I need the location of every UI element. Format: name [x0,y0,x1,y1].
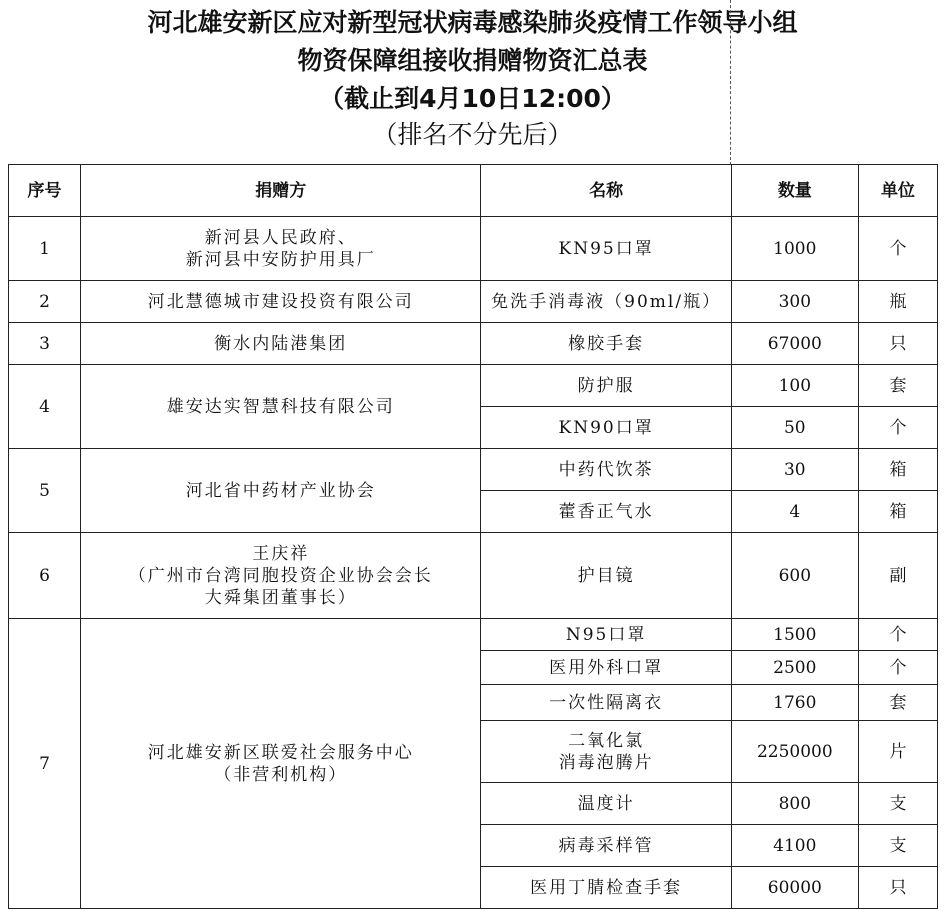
col-header-donor: 捐赠方 [81,165,481,217]
row-number-line: 4 [39,396,50,417]
table-header-row [9,165,938,217]
item-name-cell [481,619,731,651]
title-line-1: 河北雄安新区应对新型冠状病毒感染肺炎疫情工作领导小组 [147,8,798,37]
quantity-cell-line: 1000 [773,238,817,259]
donor-cell-line: 王庆祥 [252,543,310,564]
donor-cell-line: 雄安达实智慧科技有限公司 [166,396,395,417]
title-line-2: 物资保障组接收捐赠物资汇总表 [297,46,648,75]
row-number [9,281,81,323]
quantity-cell-line: 2250000 [756,741,833,762]
quantity-cell-line: 1500 [773,624,817,645]
unit-cell [858,281,937,323]
donor-cell-line: 新河县人民政府、 [204,227,357,248]
donor-cell-line: 大舜集团董事长） [204,587,357,608]
row-number [9,323,81,365]
page-divider-line [730,0,731,165]
unit-cell [858,407,937,449]
item-name-cell [481,533,731,619]
title-line-4: （排名不分先后） [372,120,573,149]
quantity-cell-line: 600 [778,565,812,586]
item-name-cell-line: N95口罩 [565,624,647,645]
donor-cell [81,217,481,281]
quantity-cell-line: 60000 [767,877,822,898]
item-name-cell-line: 护目镜 [577,565,635,586]
unit-cell [858,721,937,783]
table-body [9,217,938,909]
unit-cell-line: 瓶 [889,291,907,312]
unit-cell-line: 只 [889,333,907,354]
unit-cell-line: 个 [889,657,907,678]
row-number-line: 5 [39,480,50,501]
donor-cell [81,533,481,619]
quantity-cell [731,365,858,407]
table-row [9,533,938,619]
unit-cell-line: 套 [889,375,907,396]
item-name-cell [481,783,731,825]
unit-cell [858,217,937,281]
donor-cell [81,365,481,449]
row-number-line: 2 [39,291,50,312]
row-number [9,619,81,909]
item-name-cell-line: 一次性隔离衣 [549,692,664,713]
quantity-cell-line: 1760 [773,692,817,713]
item-name-cell [481,651,731,685]
unit-cell [858,449,937,491]
item-name-cell-line: 橡胶手套 [568,333,645,354]
row-number-line: 1 [39,238,50,259]
donor-cell [81,619,481,909]
quantity-cell [731,825,858,867]
quantity-cell-line: 67000 [767,333,822,354]
item-name-cell-line: KN95口罩 [558,238,654,259]
table-row [9,449,938,491]
row-number [9,533,81,619]
item-name-cell [481,867,731,909]
donor-cell-line: 河北雄安新区联爱社会服务中心 [147,742,414,763]
unit-cell [858,619,937,651]
item-name-cell-line: 防护服 [577,375,635,396]
unit-cell [858,651,937,685]
row-number [9,365,81,449]
unit-cell-line: 个 [889,624,907,645]
unit-cell-line: 个 [889,417,907,438]
quantity-cell [731,217,858,281]
quantity-cell-line: 300 [778,291,812,312]
item-name-cell [481,281,731,323]
row-number-line: 6 [39,565,50,586]
quantity-cell [731,721,858,783]
row-number-line: 3 [39,333,50,354]
donor-cell-line: （广州市台湾同胞投资企业协会会长 [128,565,433,586]
item-name-cell [481,365,731,407]
item-name-cell-line: 病毒采样管 [558,835,654,856]
quantity-cell-line: 800 [778,793,812,814]
unit-cell [858,323,937,365]
item-name-cell-line: 消毒泡腾片 [558,752,654,773]
unit-cell [858,685,937,721]
row-number-line: 7 [39,753,50,774]
donor-cell-line: 新河县中安防护用具厂 [185,249,376,270]
table-row [9,619,938,651]
item-name-cell-line: 医用外科口罩 [549,657,664,678]
unit-cell [858,825,937,867]
table-row [9,323,938,365]
item-name-cell-line: 免洗手消毒液（90ml/瓶） [491,291,722,312]
quantity-cell [731,783,858,825]
quantity-cell [731,685,858,721]
unit-cell [858,491,937,533]
quantity-cell [731,491,858,533]
quantity-cell-line: 100 [778,375,812,396]
quantity-cell [731,867,858,909]
donor-cell-line: （非营利机构） [214,764,348,785]
item-name-cell [481,825,731,867]
unit-cell [858,533,937,619]
quantity-cell-line: 2500 [773,657,817,678]
donor-cell-line: 衡水内陆港集团 [214,333,348,354]
quantity-cell [731,651,858,685]
item-name-cell-line: 二氧化氯 [568,730,645,751]
unit-cell [858,867,937,909]
row-number [9,217,81,281]
donor-cell-line: 河北慧德城市建设投资有限公司 [147,291,414,312]
donor-cell [81,323,481,365]
unit-cell-line: 副 [889,565,907,586]
item-name-cell-line: 温度计 [577,793,635,814]
unit-cell-line: 支 [889,793,907,814]
quantity-cell [731,407,858,449]
col-header-no: 序号 [9,165,81,217]
quantity-cell-line: 4 [789,501,801,522]
quantity-cell-line: 4100 [773,835,817,856]
unit-cell-line: 箱 [889,459,907,480]
item-name-cell [481,449,731,491]
donor-cell [81,449,481,533]
row-number [9,449,81,533]
item-name-cell [481,323,731,365]
item-name-cell-line: 藿香正气水 [558,501,654,522]
item-name-cell-line: KN90口罩 [558,417,654,438]
item-name-cell [481,685,731,721]
quantity-cell [731,619,858,651]
item-name-cell-line: 医用丁腈检查手套 [530,877,683,898]
item-name-cell [481,407,731,449]
unit-cell-line: 只 [889,877,907,898]
unit-cell-line: 个 [889,238,907,259]
col-header-unit: 单位 [858,165,937,217]
quantity-cell [731,323,858,365]
unit-cell-line: 片 [889,741,907,762]
donation-table [8,164,938,909]
unit-cell [858,365,937,407]
unit-cell-line: 箱 [889,501,907,522]
table-row [9,365,938,407]
unit-cell-line: 套 [889,692,907,713]
quantity-cell [731,281,858,323]
table-row [9,217,938,281]
table-row [9,281,938,323]
item-name-cell-line: 中药代饮茶 [558,459,654,480]
quantity-cell [731,449,858,491]
quantity-cell-line: 30 [783,459,806,480]
quantity-cell [731,533,858,619]
col-header-name: 名称 [481,165,731,217]
title-line-3: （截止到4月10日12:00） [319,84,626,113]
donor-cell [81,281,481,323]
item-name-cell [481,491,731,533]
quantity-cell-line: 50 [783,417,806,438]
unit-cell-line: 支 [889,835,907,856]
item-name-cell [481,721,731,783]
col-header-qty: 数量 [731,165,858,217]
unit-cell [858,783,937,825]
donor-cell-line: 河北省中药材产业协会 [185,480,376,501]
item-name-cell [481,217,731,281]
